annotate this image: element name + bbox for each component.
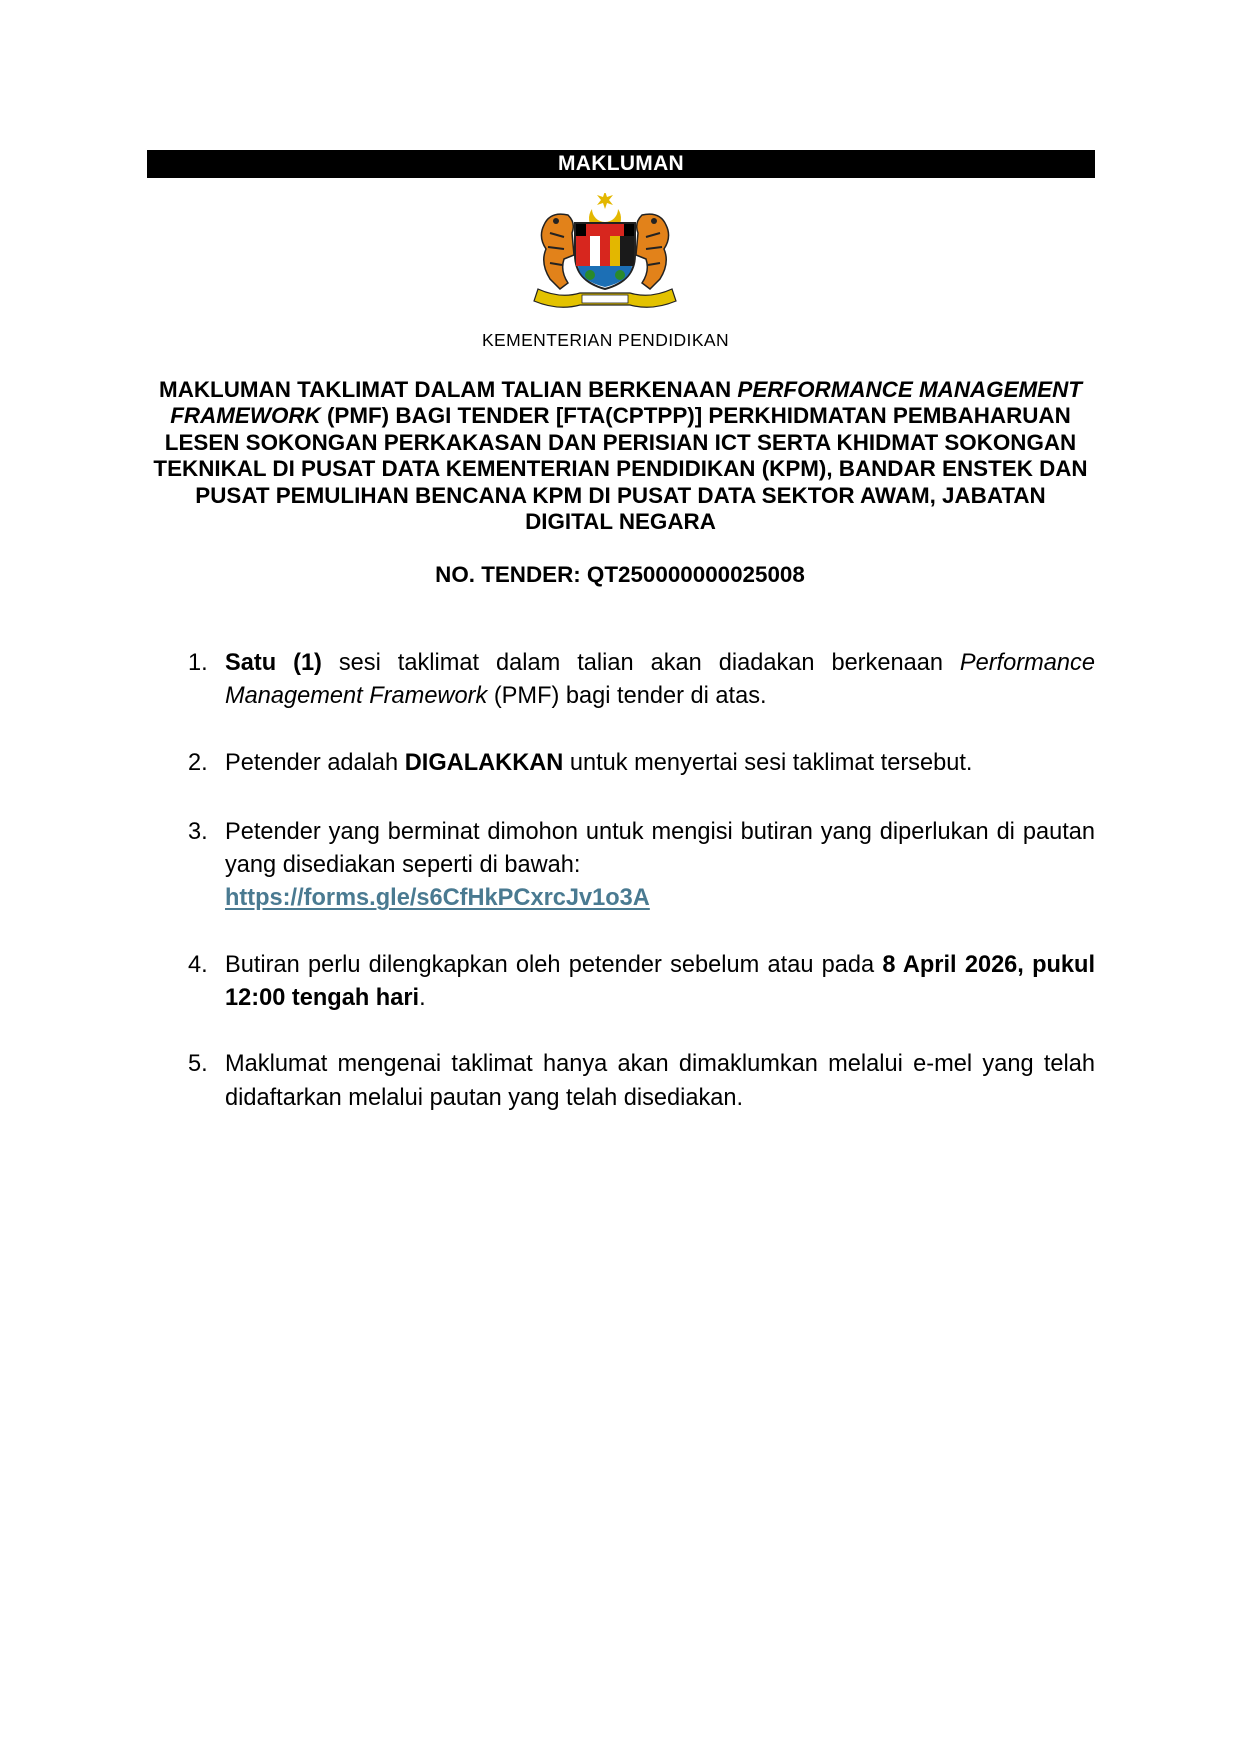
title-part-3: (PMF) BAGI TENDER [FTA(CPTPP)] PERKHIDMATAN PEMBAHARUAN LESEN SOKONGAN PERKAKASAN DAN PERISIAN ICT SERTA KHIDMAT SOKONGAN TEKNIKAL DI PUSAT DATA KEMENTERIAN PENDIDIKAN (KPM), BANDAR ENSTEK DAN PUSAT PEMULIHAN BENCANA KPM DI PUSAT DATA SEKTOR AWAM, JABATAN DIGITAL NEGARA [153,403,1088,535]
item-2-bold: DIGALAKKAN [404,749,564,776]
item-2-text-end: untuk menyertai sesi taklimat tersebut. [563,749,973,776]
tender-number-text: NO. TENDER: QT250000000025008 [435,562,805,587]
list-item [188,747,1095,780]
item-number: 4. [188,951,208,978]
makluman-banner: MAKLUMAN [147,150,1095,178]
document-title [150,377,1091,535]
item-1-bold: Satu (1) [225,650,322,676]
list-item [188,949,1095,1016]
ministry-label: KEMENTERIAN PENDIDIKAN [481,330,730,350]
ministry-name [0,330,1241,351]
list-item [188,816,1095,916]
item-number: 1. [188,650,208,676]
item-1-text-end: (PMF) bagi tender di atas. [487,683,767,710]
registration-form-link[interactable]: https://forms.gle/s6CfHkPCxrcJv1o3A [225,885,650,912]
title-part-2: PERFORMANCE MANAGEMENT FRAMEWORK [170,377,1082,429]
item-3-text: Petender yang berminat dimohon untuk mengisi butiran yang diperlukan di pautan yang disediakan seperti di bawah: [225,818,1095,879]
item-5-text: Maklumat mengenai taklimat hanya akan dimaklumkan melalui e-mel yang telah didaftarkan melalui pautan yang telah disediakan. [225,1051,1095,1111]
item-1-text: sesi taklimat dalam talian akan diadakan berkenaan [321,650,960,676]
item-4-text-end: . [419,985,426,1012]
item-number: 3. [188,818,208,845]
item-2-text: Petender adalah [225,749,405,776]
list-item [188,647,1095,714]
title-part-1: MAKLUMAN TAKLIMAT DALAM TALIAN BERKENAAN [159,377,738,402]
item-4-deadline: 8 April 2026, pukul 12:00 tengah hari [225,951,1095,1012]
notice-list [188,647,1095,1115]
item-number: 5. [188,1051,208,1078]
malaysia-coat-of-arms-icon [520,193,690,313]
list-item [188,1048,1095,1115]
item-1-italic: Performance Management Framework [225,650,1095,710]
tender-number [0,562,1241,588]
item-4-text: Butiran perlu dilengkapkan oleh petender sebelum atau pada [225,951,883,978]
item-number: 2. [188,749,208,776]
